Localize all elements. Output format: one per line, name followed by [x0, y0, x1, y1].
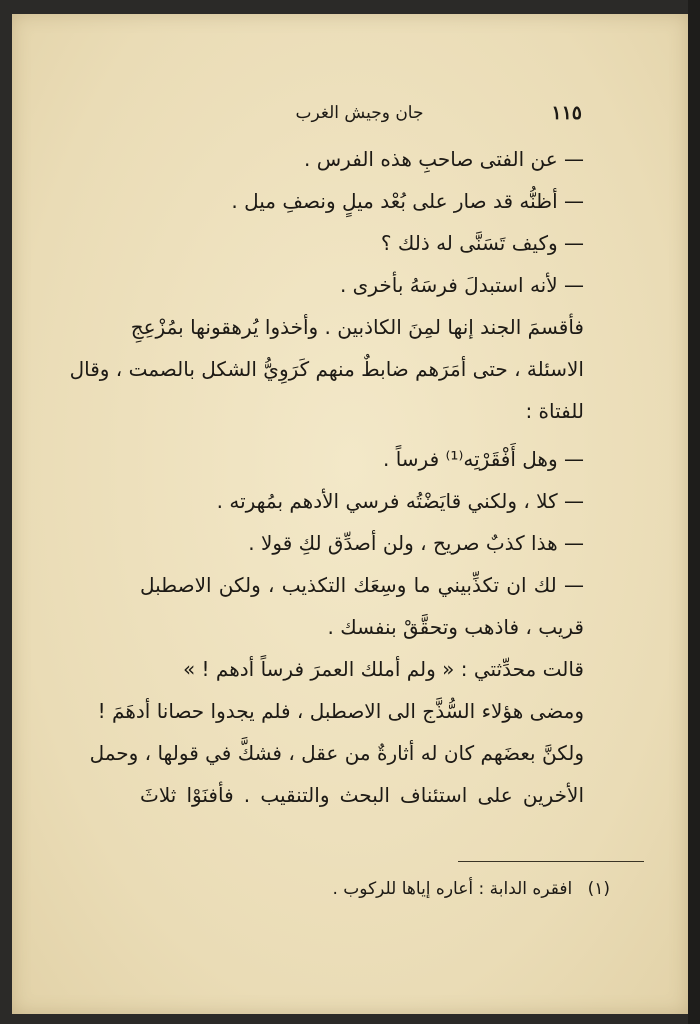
body-text	[69, 138, 584, 816]
running-title: جان وجيش الغرب	[295, 103, 424, 123]
text-line: — أظنُّه قد صار على بُعْد ميلٍ ونصفِ ميل .	[231, 189, 584, 213]
page-edge-shadow	[688, 0, 700, 1024]
footnote	[212, 872, 610, 906]
text-line: الاسئلة ، حتى أمَرَهم ضابطٌ منهم كَرَوِيُّ الشكل بالصمت ، وقال	[69, 357, 584, 381]
text-line: — وكيف تَسَنَّى له ذلك ؟	[380, 231, 584, 255]
text-line: للفتاة :	[525, 399, 584, 423]
text-line: ومضى هؤلاء السُّذَّج الى الاصطبل ، فلم يجدوا حصانا أدهَمَ !	[97, 699, 584, 723]
text-line: — هذا كذبٌ صريح ، ولن أصدِّق لكِ قولا .	[248, 531, 584, 555]
footnote-text: افقره الدابة : أعاره إياها للركوب .	[332, 879, 573, 899]
text-line: — لأنه استبدلَ فرسَهُ بأخرى .	[339, 273, 584, 297]
text-line: — وهل أَفْقَرْتِه⁽¹⁾ فرساً .	[382, 447, 584, 471]
text-line: قريب ، فاذهب وتحقَّقْ بنفسك .	[327, 615, 584, 639]
footnote-marker: (١)	[587, 879, 610, 899]
running-header	[137, 96, 582, 130]
footnote-divider	[458, 861, 644, 862]
text-line: قالت محدِّثتي : « ولم أملك العمرَ فرساً أدهم ! »	[182, 657, 584, 681]
book-page	[12, 14, 688, 1014]
text-line: الأخرين على استئناف البحث والتنقيب . فأفنَوْا ثلاثَ	[140, 783, 584, 807]
page-number: ١١٥	[551, 102, 582, 124]
text-line: — كلا ، ولكني قايَضْتُه فرسي الأدهم بمُهرته .	[216, 489, 584, 513]
text-line: — لك ان تكذِّبيني ما وسِعَك التكذيب ، ولكن الاصطبل	[140, 573, 584, 597]
text-line: فأقسمَ الجند إنها لمِنَ الكاذبين . وأخذوا يُرهقونها بمُزْعِجِ	[130, 315, 584, 339]
text-line: — عن الفتى صاحبِ هذه الفرس .	[304, 147, 584, 171]
text-line: ولكنَّ بعضَهم كان له أثارةٌ من عقل ، فشكَّ في قولها ، وحمل	[89, 741, 584, 765]
